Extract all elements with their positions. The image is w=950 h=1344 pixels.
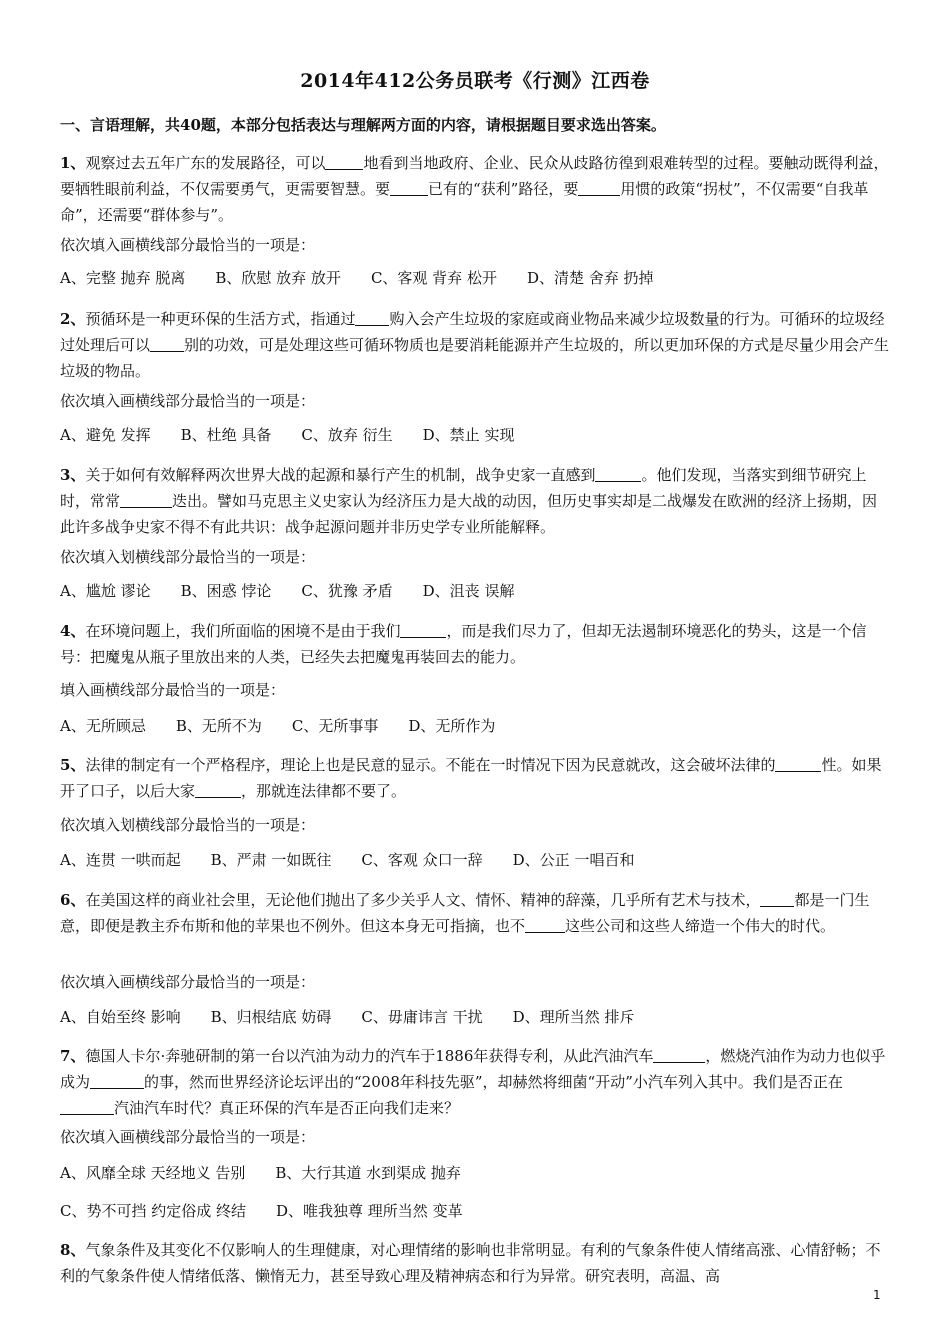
question-7-options-row-1 (60, 1160, 892, 1186)
section-heading: 一、言语理解，共40题，本部分包括表达与理解两方面的内容，请根据题目要求选出答案。 (60, 116, 666, 134)
question-6-prompt: 依次填入画横线部分最恰当的一项是： (60, 973, 316, 991)
question-number: 6、 (60, 891, 86, 909)
option-d: D、公正 一唱百和 (512, 851, 635, 869)
option-a: A、尴尬 谬论 (60, 582, 151, 600)
option-c: C、无所事事 (291, 717, 379, 735)
option-b: B、欣慰 放弃 放开 (215, 269, 341, 287)
question-5-options (60, 847, 892, 873)
option-b: B、严肃 一如既往 (210, 851, 332, 869)
question-5-stem: 5、法律的制定有一个严格程序，理论上也是民意的显示。不能在一时情况下因为民意就改，这会破坏法律的 性。如果开了口子，以后大家 ，那就连法律都不要了。 (60, 756, 882, 800)
fill-blank (775, 756, 821, 772)
question-6-stem: 6、在美国这样的商业社会里，无论他们抛出了多少关乎人文、情怀、精神的辞藻，几乎所有艺术与技术， 都是一门生意，即便是教主乔布斯和他的苹果也不例外。但这本身无可指摘，也不 这些公司和这些人缔造一个伟大的时代。 (60, 891, 870, 935)
fill-blank (195, 782, 241, 798)
option-d: D、禁止 实现 (422, 426, 515, 444)
option-d: D、沮丧 误解 (422, 582, 515, 600)
question-number: 1、 (60, 154, 86, 172)
question-7-stem: 7、德国人卡尔·奔驰研制的第一台以汽油为动力的汽车于1886年获得专利，从此汽油汽车 ，燃烧汽油作为动力也似乎成为 的事，然而世界经济论坛评出的“2008年科技先驱”，却赫然将细菌“开动”小汽车列入其中。我们是否正在汽油汽车时代？真正环保的汽车是否正向我们走来？ (60, 1047, 886, 1117)
question-number: 7、 (60, 1047, 86, 1065)
fill-blank (400, 622, 446, 638)
fill-blank (120, 492, 172, 508)
option-c: C、势不可挡 约定俗成 终结 (60, 1202, 247, 1220)
option-b: B、无所不为 (175, 717, 262, 735)
fill-blank (325, 154, 363, 170)
question-7-options-row-2 (60, 1198, 892, 1224)
option-a: A、完整 抛弃 脱离 (60, 269, 186, 287)
question-3-stem: 3、关于如何有效解释两次世界大战的起源和暴行产生的机制，战争史家一直感到 。他们发现，当落实到细节研究上时，常常 迭出。譬如马克思主义史家认为经济压力是大战的动因，但历史事实却是二战爆发在欧洲的经济上扬期，因此许多战争史家不得不有此共识：战争起源问题并非历史学专业所能解释。 (60, 466, 878, 536)
question-3-options (60, 578, 892, 604)
option-b: B、大行其道 水到渠成 抛弃 (275, 1164, 461, 1182)
document-title: 2014年412公务员联考《行测》江西卷 (300, 70, 650, 92)
option-a: A、避免 发挥 (60, 426, 151, 444)
option-b: B、困惑 悖论 (180, 582, 272, 600)
question-2-prompt: 依次填入画横线部分最恰当的一项是： (60, 392, 316, 410)
question-4-prompt: 填入画横线部分最恰当的一项是： (60, 681, 286, 699)
option-c: C、客观 背弃 松开 (370, 269, 497, 287)
question-4-stem: 4、在环境问题上，我们所面临的困境不是由于我们 ，而是我们尽力了，但却无法遏制环境恶化的势头，这是一个信号：把魔鬼从瓶子里放出来的人类，已经失去把魔鬼再装回去的能力。 (60, 622, 867, 666)
option-c: C、毋庸讳言 干扰 (361, 1008, 483, 1026)
question-3-prompt: 依次填入划横线部分最恰当的一项是： (60, 548, 316, 566)
question-number: 3、 (60, 466, 86, 484)
question-5-prompt: 依次填入划横线部分最恰当的一项是： (60, 816, 316, 834)
fill-blank (595, 466, 641, 482)
option-c: C、客观 众口一辞 (361, 851, 483, 869)
fill-blank (150, 336, 184, 352)
question-number: 5、 (60, 756, 86, 774)
option-a: A、无所顾忌 (60, 717, 146, 735)
question-2-options (60, 422, 892, 448)
option-d: D、清楚 舍弃 扔掉 (526, 269, 654, 287)
option-d: D、唯我独尊 理所当然 变革 (276, 1202, 463, 1220)
question-1-stem: 1、观察过去五年广东的发展路径，可以 地看到当地政府、企业、民众从歧路彷徨到艰难转型的过程。要触动既得利益，要牺牲眼前利益，不仅需要勇气，更需要智慧。要 已有的“获利”路径，要 用惯的政策“拐杖”，不仅需要“自我革命”，还需要“群体参与”。 (60, 154, 889, 224)
option-a: A、自始至终 影响 (60, 1008, 181, 1026)
option-a: A、连贯 一哄而起 (60, 851, 181, 869)
option-c: C、放弃 衍生 (301, 426, 393, 444)
option-a: A、风靡全球 天经地义 告别 (60, 1164, 246, 1182)
option-b: B、归根结底 妨碍 (210, 1008, 332, 1026)
question-number: 4、 (60, 622, 86, 640)
fill-blank (90, 1073, 144, 1089)
question-number: 8、 (60, 1241, 86, 1259)
fill-blank (60, 1099, 114, 1115)
question-6-options (60, 1004, 892, 1030)
fill-blank (760, 891, 794, 907)
question-1-options (60, 265, 892, 291)
question-7-prompt: 依次填入画横线部分最恰当的一项是： (60, 1128, 316, 1146)
fill-blank (578, 180, 620, 196)
question-8-stem: 8、气象条件及其变化不仅影响人的生理健康，对心理情绪的影响也非常明显。有利的气象条件使人情绪高涨、心情舒畅；不利的气象条件使人情绪低落、懒惰无力，甚至导致心理及精神病态和行为异常。研究表明，高温、高 (60, 1241, 881, 1285)
question-4-options (60, 713, 892, 739)
fill-blank (355, 310, 389, 326)
option-d: D、无所作为 (408, 717, 496, 735)
option-b: B、杜绝 具备 (180, 426, 272, 444)
option-d: D、理所当然 排斥 (512, 1008, 635, 1026)
question-1-prompt: 依次填入画横线部分最恰当的一项是： (60, 236, 316, 254)
page-number: 1 (873, 1288, 881, 1302)
option-c: C、犹豫 矛盾 (301, 582, 393, 600)
question-number: 2、 (60, 310, 86, 328)
fill-blank (653, 1047, 705, 1063)
fill-blank (525, 917, 565, 933)
question-2-stem: 2、预循环是一种更环保的生活方式，指通过 购入会产生垃圾的家庭或商业物品来减少垃圾数量的行为。可循环的垃圾经过处理后可以 别的功效，可是处理这些可循环物质也是要消耗能源并产生垃圾的，所以更加环保的方式是尽量少用会产生垃圾的物品。 (60, 310, 890, 380)
fill-blank (390, 180, 428, 196)
